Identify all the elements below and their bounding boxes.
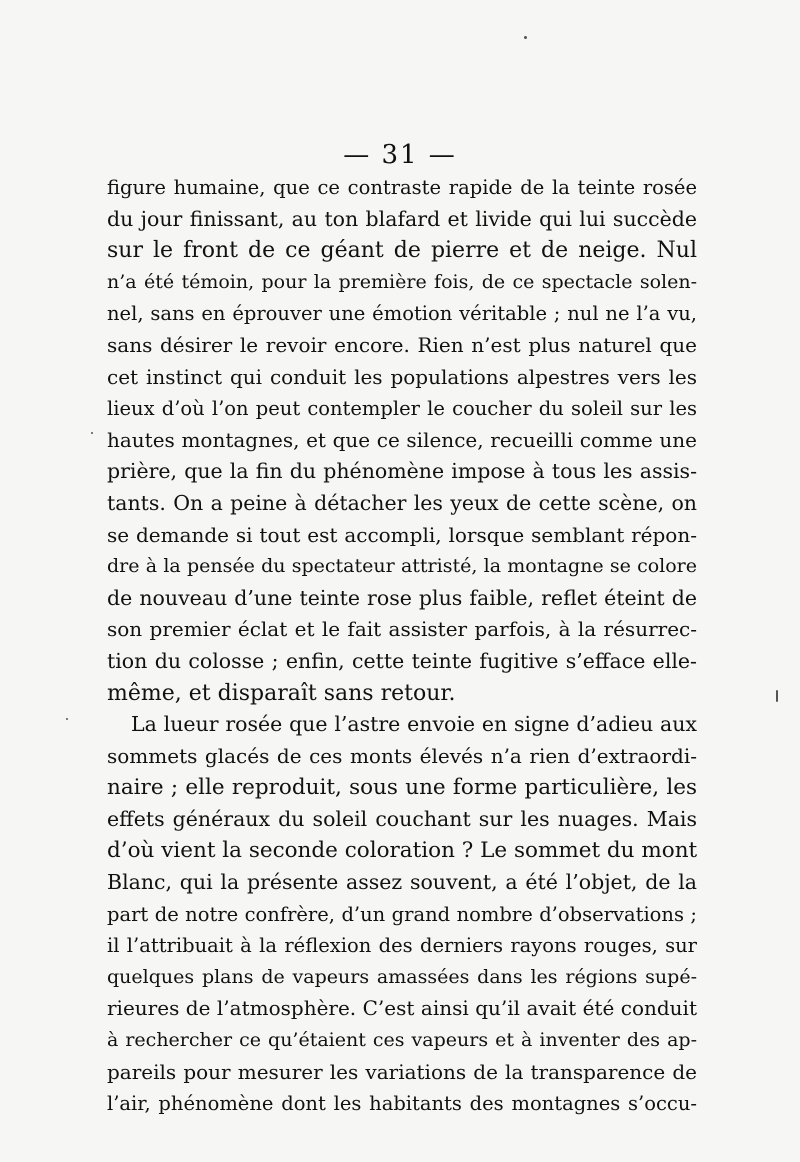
text-line: effets généraux du soleil couchant sur les nuages. Mais <box>107 806 697 831</box>
text-line: pareils pour mesurer les variations de la transparence de <box>107 1059 697 1084</box>
text-line: nel, sans en éprouver une émotion véritable ; nul ne l’a vu, <box>107 302 697 326</box>
text-line: prière, que la fin du phénomène impose à tous les assis- <box>107 459 697 484</box>
text-line: dre à la pensée du spectateur attristé, la montagne se colore <box>107 555 697 578</box>
paper-speck <box>524 36 527 39</box>
text-line: d’où vient la seconde coloration ? Le sommet du mont <box>107 838 698 864</box>
text-line: cet instinct qui conduit les populations alpestres vers les <box>107 364 697 389</box>
text-line: hautes montagnes, et que ce silence, recueilli comme une <box>107 427 697 452</box>
text-line: figure humaine, que ce contraste rapide de la teinte rosée <box>107 176 697 199</box>
body-text <box>107 172 697 1120</box>
text-line: rieures de l’atmosphère. C’est ainsi qu’il avait été conduit <box>107 996 697 1021</box>
text-line: tion du colosse ; enfin, cette teinte fugitive s’efface elle- <box>107 648 697 673</box>
text-line: sommets glacés de ces monts élevés n’a rien d’extraordi- <box>107 743 697 768</box>
paper-speck <box>776 690 778 702</box>
paper-speck <box>91 432 93 434</box>
text-line: part de notre confrère, d’un grand nombre d’observations ; <box>107 902 697 926</box>
page-number: — 31 — <box>343 140 457 170</box>
text-line: sans désirer le revoir encore. Rien n’est plus naturel que <box>107 332 697 357</box>
text-line: naire ; elle reproduit, sous une forme particulière, les <box>107 775 697 801</box>
text-line: il l’attribuait à la réflexion des derniers rayons rouges, sur <box>107 934 697 958</box>
text-line: de nouveau d’une teinte rose plus faible, reflet éteint de <box>107 585 697 610</box>
text-line: Blanc, qui la présente assez souvent, a été l’objet, de la <box>107 870 697 895</box>
text-line: l’air, phénomène dont les habitants des montagnes s’occu- <box>107 1092 697 1116</box>
text-line: sur le front de ce géant de pierre et de neige. Nul <box>107 238 697 264</box>
text-line: à rechercher ce qu’étaient ces vapeurs et à inventer des ap- <box>107 1029 697 1052</box>
text-line: même, et disparaît sans retour. <box>107 680 456 706</box>
text-line: son premier éclat et le fait assister parfois, à la résurrec- <box>107 617 697 642</box>
paper-speck <box>66 718 68 720</box>
text-line: n’a été témoin, pour la première fois, de ce spectacle solen- <box>107 270 697 293</box>
text-line: lieux d’où l’on peut contempler le coucher du soleil sur les <box>107 397 697 421</box>
text-line: tants. On a peine à détacher les yeux de cette scène, on <box>107 490 697 515</box>
text-line: La lueur rosée que l’astre envoie en signe d’adieu aux <box>131 712 697 737</box>
text-line: se demande si tout est accompli, lorsque semblant répon- <box>107 522 697 547</box>
text-line: quelques plans de vapeurs amassées dans les régions supé- <box>107 965 697 988</box>
text-line: du jour finissant, au ton blafard et livide qui lui succède <box>107 206 697 231</box>
